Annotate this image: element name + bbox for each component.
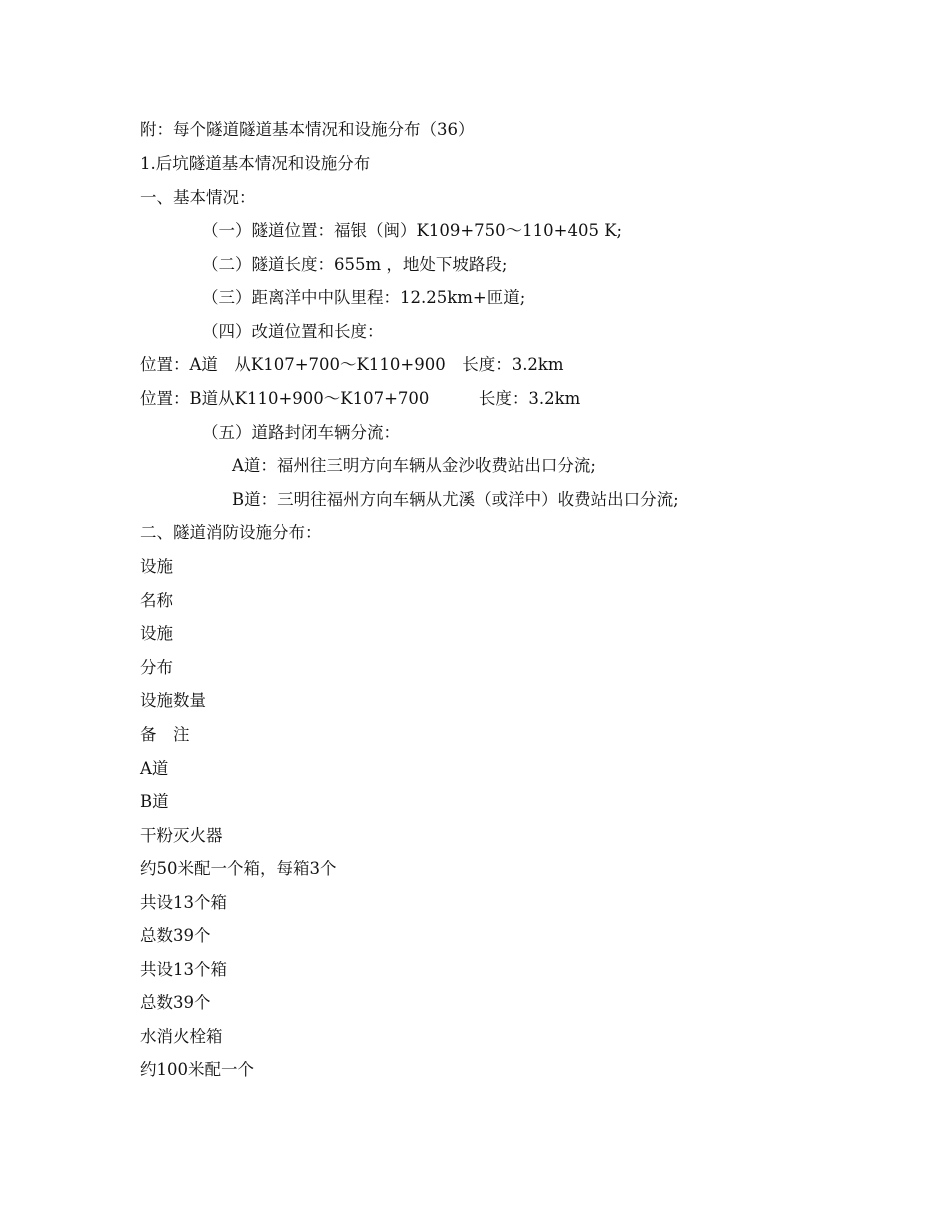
reroute-title: （四）改道位置和长度： [202, 322, 384, 341]
fire-item: A道 [140, 759, 169, 778]
fire-item: 约50米配一个箱，每箱3个 [140, 859, 337, 878]
basic-info-title: 一、基本情况： [140, 188, 256, 207]
diversion-title: （五）道路封闭车辆分流： [202, 423, 400, 442]
diversion-b: B道：三明往福州方向车辆从尤溪（或洋中）收费站出口分流; [232, 490, 679, 509]
fire-item: 备 注 [140, 725, 190, 744]
route-b: 位置：B道从K110+900～K107+700 长度：3.2km [140, 389, 581, 408]
route-a: 位置：A道 从K107+700～K110+900 长度：3.2km [140, 355, 564, 374]
fire-item: 共设13个箱 [140, 960, 227, 979]
fire-item: 设施数量 [140, 691, 206, 710]
fire-item: 干粉灭火器 [140, 826, 223, 845]
fire-item: 分布 [140, 658, 173, 677]
squad-distance: （三）距离洋中中队里程：12.25km+匝道; [202, 288, 526, 307]
fire-item: 共设13个箱 [140, 893, 227, 912]
diversion-a: A道：福州往三明方向车辆从金沙收费站出口分流; [232, 456, 596, 475]
document-heading: 附：每个隧道隧道基本情况和设施分布（36） [140, 120, 475, 139]
fire-item: 约100米配一个 [140, 1060, 254, 1079]
fire-facilities-title: 二、隧道消防设施分布： [140, 523, 322, 542]
tunnel-location: （一）隧道位置：福银（闽）K109+750～110+405 K; [202, 221, 623, 240]
fire-item: 总数39个 [140, 993, 211, 1012]
fire-item: 设施 [140, 557, 173, 576]
fire-item: 总数39个 [140, 926, 211, 945]
fire-item: 名称 [140, 591, 173, 610]
fire-item: 水消火栓箱 [140, 1027, 223, 1046]
tunnel-length: （二）隧道长度：655m ，地处下坡路段; [202, 255, 508, 274]
section-title: 1.后坑隧道基本情况和设施分布 [140, 154, 371, 173]
fire-item: B道 [140, 792, 169, 811]
fire-item: 设施 [140, 624, 173, 643]
